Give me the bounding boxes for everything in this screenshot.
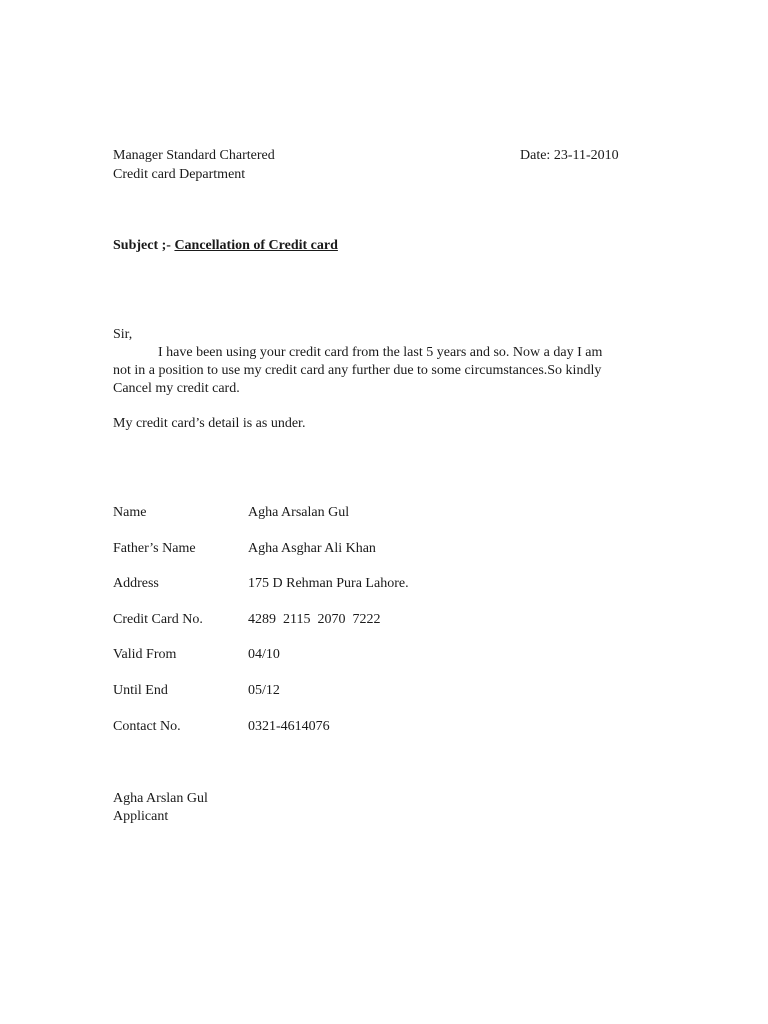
body-line-1 bbox=[113, 344, 641, 362]
salutation: Sir, bbox=[113, 327, 133, 342]
detail-label-address: Address bbox=[113, 576, 159, 591]
letter-date: Date: 23-11-2010 bbox=[520, 148, 619, 163]
detail-intro: My credit card’s detail is as under. bbox=[113, 416, 306, 431]
detail-value-contact: 0321-4614076 bbox=[248, 719, 330, 734]
detail-value-valid-from: 04/10 bbox=[248, 647, 280, 662]
recipient-line-2: Credit card Department bbox=[113, 167, 246, 182]
subject-line bbox=[113, 237, 338, 255]
detail-value-fathers-name: Agha Asghar Ali Khan bbox=[248, 541, 376, 556]
detail-label-card-number: Credit Card No. bbox=[113, 612, 203, 627]
body-line-1-text: I have been using your credit card from the last 5 years and so. Now a day I am bbox=[158, 345, 603, 360]
detail-label-contact: Contact No. bbox=[113, 719, 181, 734]
recipient-line-1: Manager Standard Chartered bbox=[113, 148, 275, 163]
detail-label-valid-from: Valid From bbox=[113, 647, 177, 662]
detail-label-name: Name bbox=[113, 505, 147, 520]
detail-value-until-end: 05/12 bbox=[248, 683, 280, 698]
detail-value-name: Agha Arsalan Gul bbox=[248, 505, 350, 520]
subject-text: Cancellation of Credit card bbox=[174, 238, 338, 253]
subject-label: Subject ;- bbox=[113, 238, 171, 253]
body-line-2: not in a position to use my credit card any further due to some circumstances.So kindly bbox=[113, 363, 602, 378]
detail-value-card-number: 4289 2115 2070 7222 bbox=[248, 612, 381, 627]
detail-label-until-end: Until End bbox=[113, 683, 168, 698]
detail-label-fathers-name: Father’s Name bbox=[113, 541, 196, 556]
body-paragraph bbox=[113, 344, 641, 398]
signature-role: Applicant bbox=[113, 809, 169, 824]
detail-value-address: 175 D Rehman Pura Lahore. bbox=[248, 576, 409, 591]
signature-name: Agha Arslan Gul bbox=[113, 791, 208, 806]
body-line-3: Cancel my credit card. bbox=[113, 381, 240, 396]
